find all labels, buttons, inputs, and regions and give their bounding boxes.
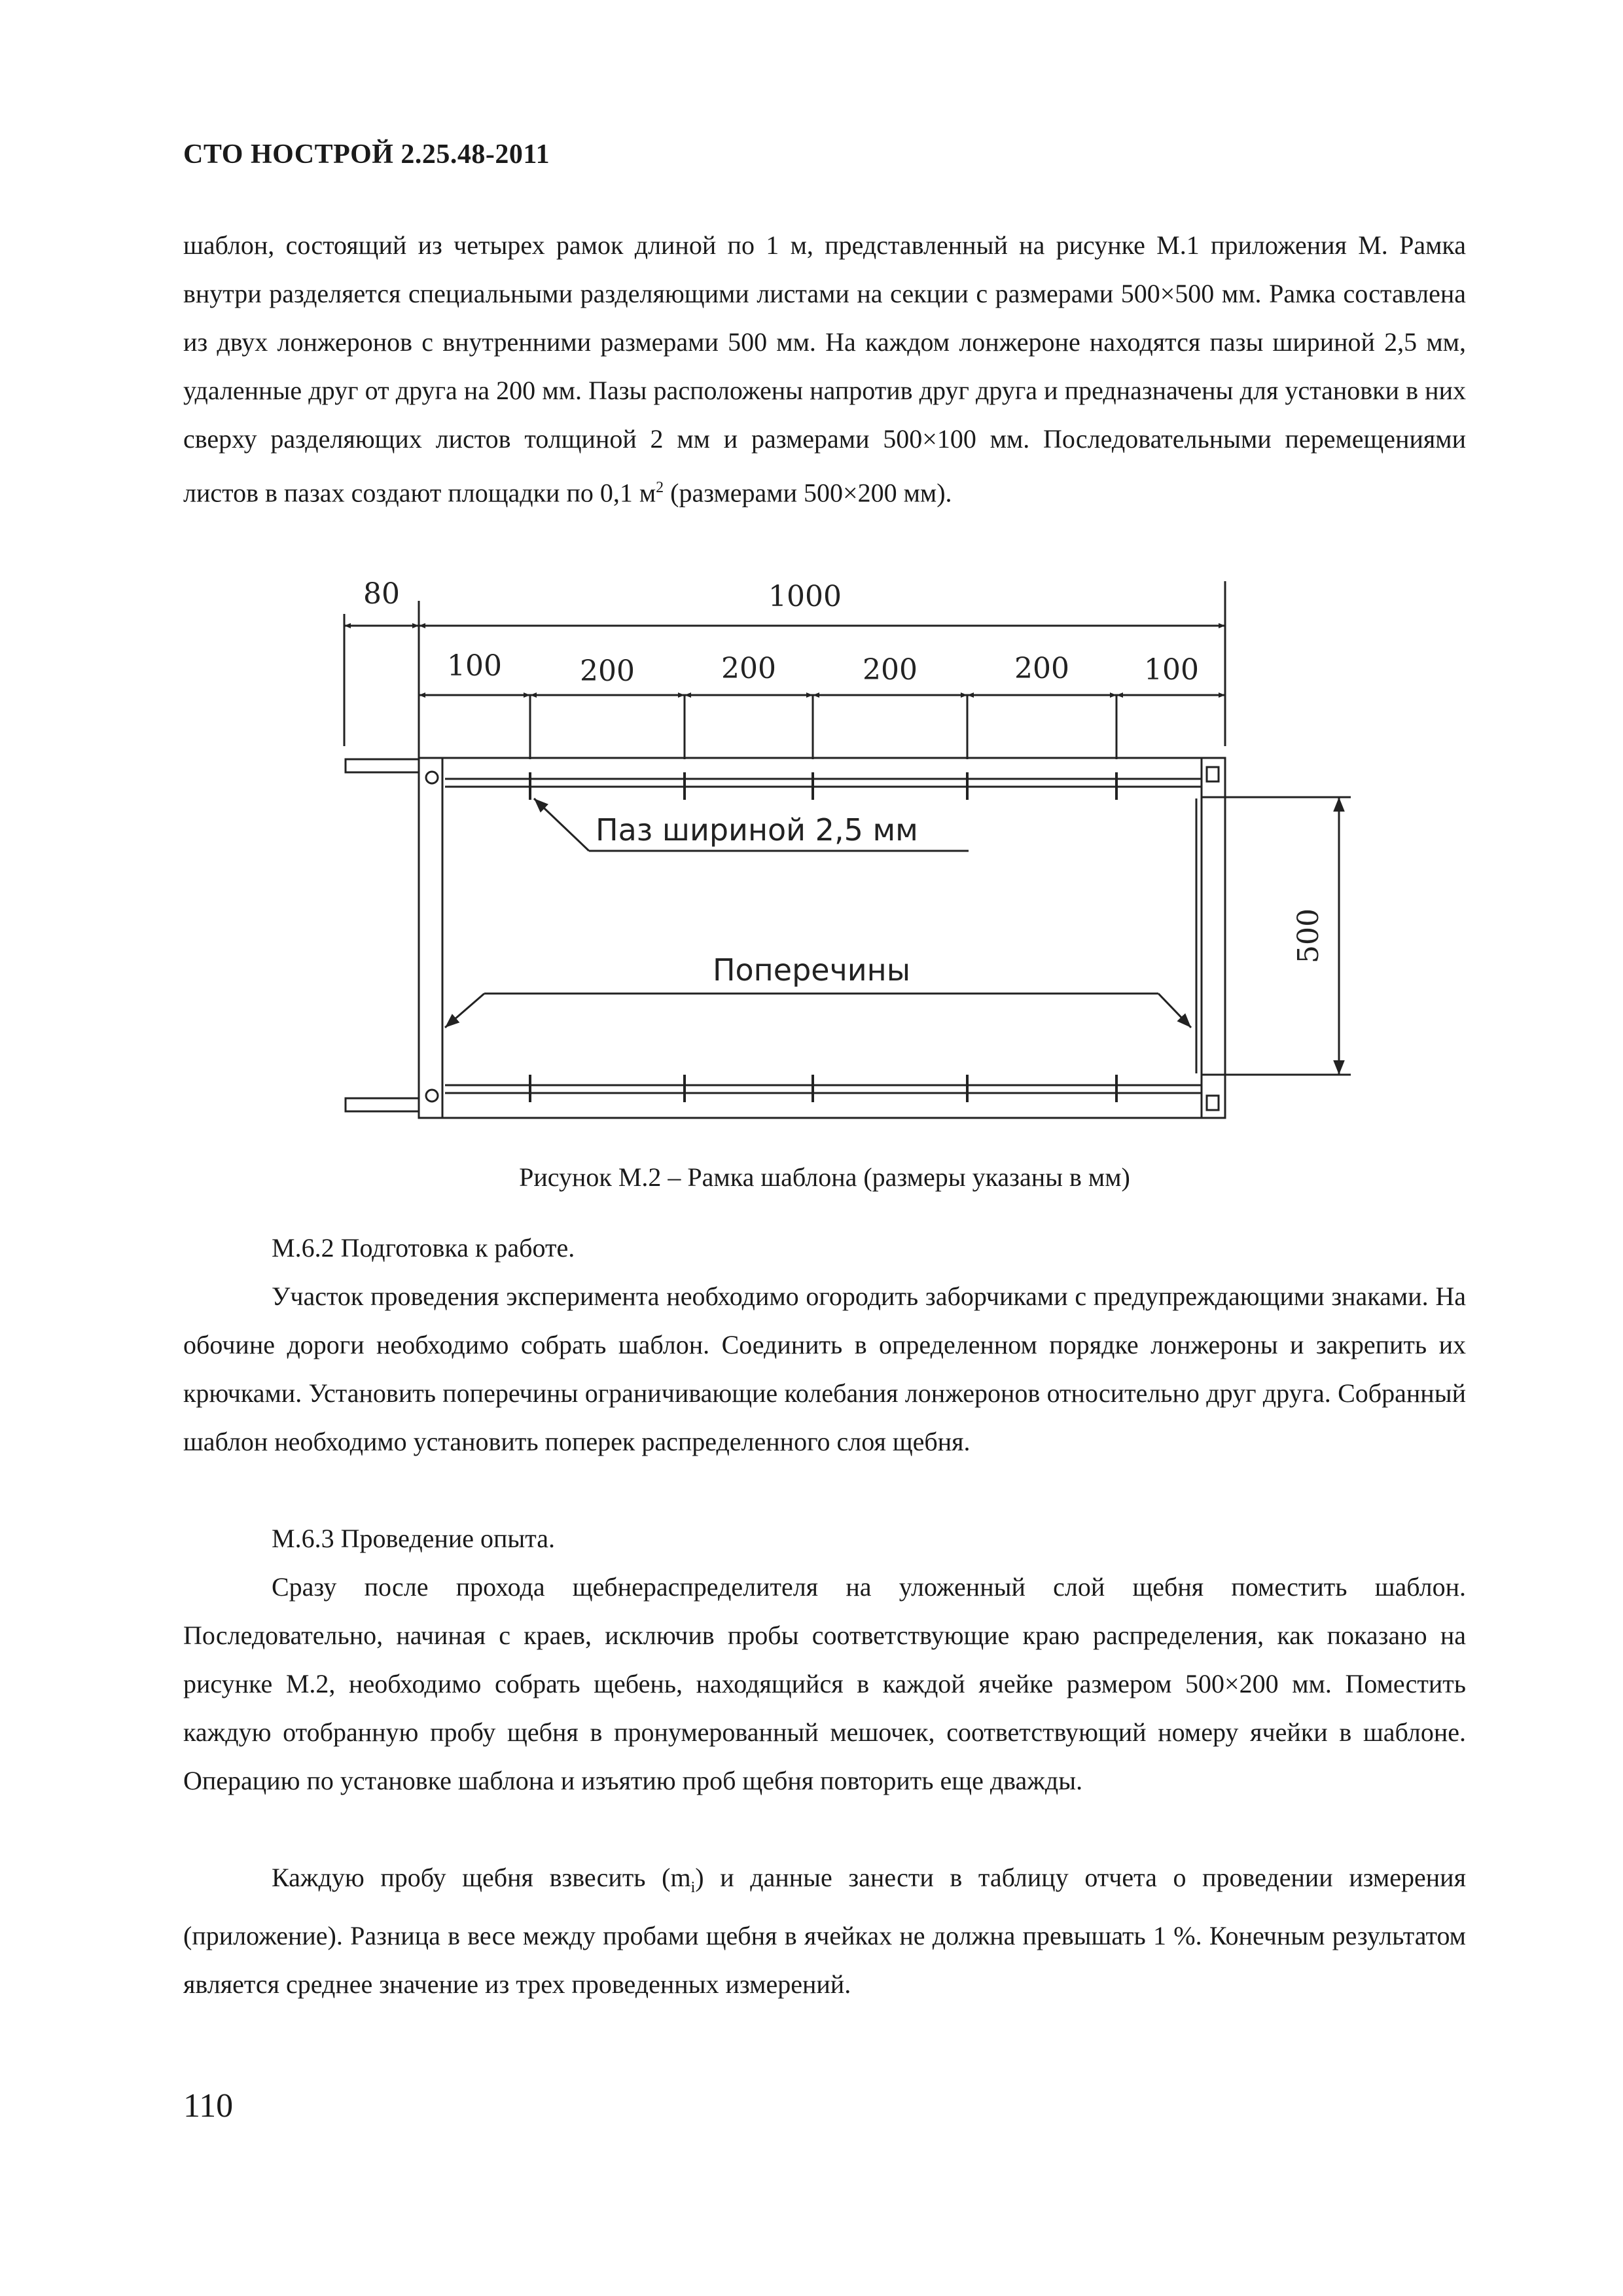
intro-tail: (размерами 500×200 мм). <box>664 478 952 508</box>
section-m63-heading: М.6.3 Проведение опыта. <box>272 1524 556 1553</box>
dim-height-label: 500 <box>1292 908 1325 963</box>
intro-superscript: 2 <box>656 479 664 496</box>
dim-offset-label: 80 <box>363 577 400 611</box>
weighing-text-start: Каждую пробу щебня взвесить (m <box>272 1863 691 1892</box>
dim-segment-1: 100 <box>447 649 502 683</box>
section-m63-text: Сразу после прохода щебнераспределителя на уложенный слой щебня поместить шаблон. Последовательно, начиная с краев, исключив пробы соответствующие краю распределения, как показано на рисунке М.2, необходимо собрать щебень, находящийся в каждой ячейке размером 500×200 мм. Поместить каждую отобранную пробу щебня в пронумерованный мешочек, соответствующий номеру ячейки в шаблоне. Операцию по установке шаблона и изъятию проб щебня повторить еще дважды. <box>183 1572 1466 1795</box>
page-number: 110 <box>183 2087 234 2125</box>
intro-paragraph <box>183 221 1466 517</box>
weighing-paragraph <box>183 1854 1466 2009</box>
crossbars-label: Поперечины <box>712 952 911 988</box>
dim-segment-5: 200 <box>1014 652 1069 685</box>
dim-segment-2: 200 <box>580 655 635 688</box>
hook-bottom <box>426 1090 438 1102</box>
dim-segment-6: 100 <box>1144 653 1199 687</box>
weighing-subscript: i <box>690 1879 696 1896</box>
dim-total-label: 1000 <box>768 580 842 613</box>
weighing-text-end: ) и данные занести в таблицу отчета о проведении измерения (приложение). Разница в весе между пробами щебня в ячейках не должна превышать 1 %. Конечным результатом является среднее значение из трех проведенных измерений. <box>183 1863 1466 1999</box>
frame-drawing <box>314 569 1325 1132</box>
document-header: СТО НОСТРОЙ 2.25.48-2011 <box>183 139 550 170</box>
section-m62-text: Участок проведения эксперимента необходимо огородить заборчиками с предупреждающими знаками. На обочине дороги необходимо собрать шаблон. Соединить в определенном порядке лонжероны и закрепить их крючками. Установить поперечины ограничивающие колебания лонжеронов относительно друг друга. Собранный шаблон необходимо установить поперек распределенного слоя щебня. <box>183 1282 1466 1456</box>
dim-segment-3: 200 <box>721 652 776 685</box>
figure-caption: Рисунок М.2 – Рамка шаблона (размеры указаны в мм) <box>519 1162 1130 1192</box>
hook-top <box>426 772 438 783</box>
intro-text: шаблон, состоящий из четырех рамок длиной по 1 м, представленный на рисунке М.1 приложения М. Рамка внутри разделяется специальными разделяющими листами на секции с размерами 500×500 мм. Рамка составлена из двух лонжеронов с внутренними размерами 500 мм. На каждом лонжероне находятся пазы шириной 2,5 мм, удаленные друг от друга на 200 мм. Пазы расположены напротив друг друга и предназначены для установки в них сверху разделяющих листов толщиной 2 мм и размерами 500×100 мм. Последовательными перемещениями листов в пазах создают площадки по 0,1 м <box>183 230 1466 508</box>
frame-drawing-svg <box>314 569 1325 1132</box>
section-m62-heading: М.6.2 Подготовка к работе. <box>272 1233 575 1263</box>
clip-bottom <box>1207 1096 1219 1110</box>
dim-segment-4: 200 <box>863 653 918 687</box>
clip-top <box>1207 767 1219 781</box>
slot-label: Паз шириной 2,5 мм <box>596 812 918 848</box>
